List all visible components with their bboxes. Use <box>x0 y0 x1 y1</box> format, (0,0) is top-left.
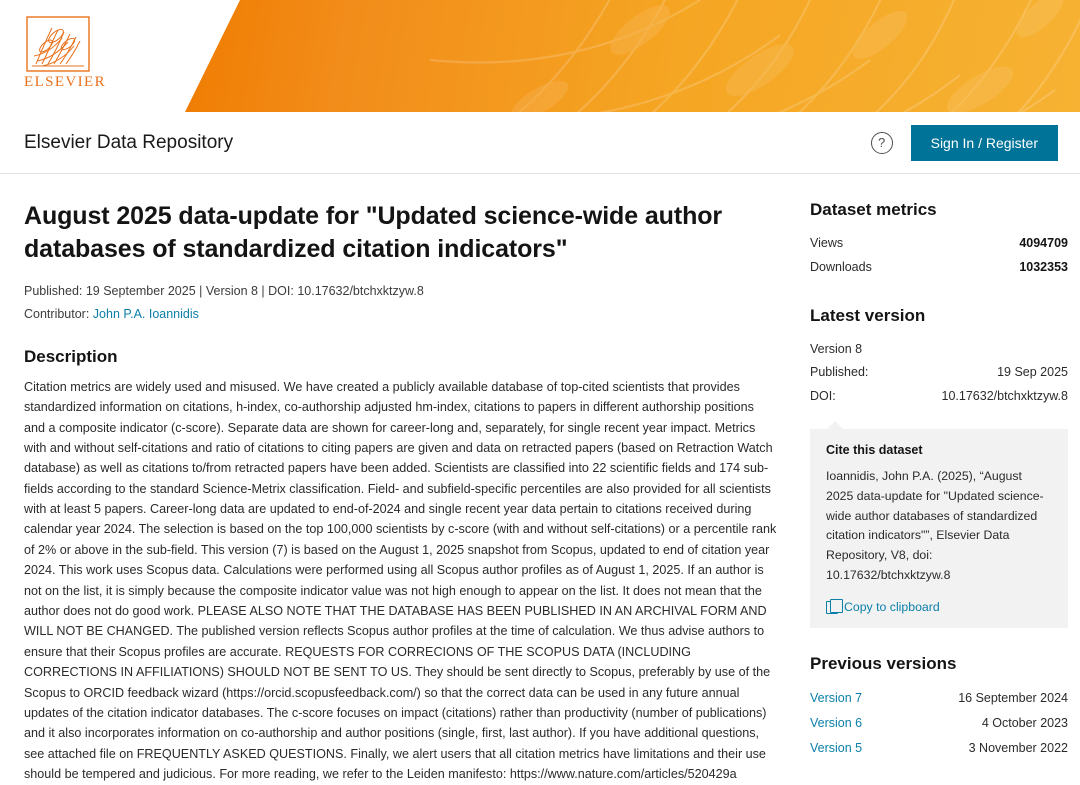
metric-label: Views <box>810 236 844 250</box>
version-link-5[interactable]: Version 5 <box>810 741 863 756</box>
publication-meta: Published: 19 September 2025 | Version 8 | DOI: 10.17632/btchxktzyw.8 <box>24 284 424 298</box>
previous-version-row <box>810 736 1068 761</box>
version-link-7[interactable]: Version 7 <box>810 691 863 706</box>
cite-dataset-box <box>810 429 1068 628</box>
main-column <box>24 174 778 785</box>
dataset-metrics-heading: Dataset metrics <box>810 200 937 219</box>
page-banner <box>0 0 1080 112</box>
elsevier-tree-icon <box>26 16 90 72</box>
metric-row-downloads <box>810 256 1068 280</box>
elsevier-logo[interactable] <box>24 16 152 96</box>
version-date: 16 September 2024 <box>958 691 1068 706</box>
citation-text: Ioannidis, John P.A. (2025), “August 2025 data-update for "Updated science-wide author databases of standardized citation indicators"”, Elsevier Data Repository, V8, doi: 10.17632/btchxktzyw.8 <box>826 468 1044 583</box>
description-text: Citation metrics are widely used and misused. We have created a publicly available database of top-cited scientists that provides standardized information on citations, h-index, co-authorship adjusted hm-index, citations to papers in different authorship positions and a composite indicator (c-score). Separate data are shown for career-long and, separately, for single recent year impact. Metrics with and without self-citations and ratio of citations to citing papers are given and data on retracted papers (based on Retraction Watch database) as well as citations to/from retracted papers have been added. Scientists are classified into 22 scientific fields and 174 sub-fields according to the standard Science-Metrix classification. Field- and subfield-specific percentiles are also provided for all scientists with at least 5 papers. Career-long data are updated to end-of-2024 and single recent year data pertain to citations received during calendar year 2024. The selection is based on the top 100,000 scientists by c-score (with and without self-citations) or a percentile rank of 2% or above in the sub-field. This version (7) is based on the August 1, 2025 snapshot from Scopus, updated to end of citation year 2024. This work uses Scopus data. Calculations were performed using all Scopus author profiles as of August 1, 2025. If an author is not on the list, it is simply because the composite indicator value was not high enough to appear on the list. It does not mean that the author does not do good work. PLEASE ALSO NOTE THAT THE DATABASE HAS BEEN PUBLISHED IN AN ARCHIVAL FORM AND WILL NOT BE CHANGED. The published version reflects Scopus author profiles at the time of calculation. We thus advise authors to ensure that their Scopus profiles are accurate. REQUESTS FOR CORRECIONS OF THE SCOPUS DATA (INCLUDING CORRECTIONS IN AFFILIATIONS) SHOULD NOT BE SENT TO US. They should be sent directly to Scopus, preferably by use of the Scopus to ORCID feedback wizard (https://orcid.scopusfeedback.com/) so that the correct data can be used in any future annual updates of the citation indicator databases. The c-score focuses on impact (citations) rather than productivity (number of publications) and it also incorporates information on co-authorship and author positions (single, first, last author). If you have additional questions, see attached file on FREQUENTLY ASKED QUESTIONS. Finally, we alert users that all citation metrics have limitations and their use should be tempered and judicious. For more reading, we refer to the Leiden manifesto: https://www.nature.com/articles/520429a <box>24 379 777 782</box>
leaf-decoration-icon <box>340 0 1080 112</box>
metric-value: 1032353 <box>1019 259 1068 274</box>
contributor-row <box>24 305 778 324</box>
site-title[interactable]: Elsevier Data Repository <box>24 131 234 153</box>
cite-dataset-title: Cite this dataset <box>826 442 923 457</box>
metric-value: 4094709 <box>1019 236 1068 250</box>
latest-value: 10.17632/btchxktzyw.8 <box>941 389 1068 403</box>
site-header <box>0 112 1080 174</box>
page-body <box>0 174 1080 785</box>
latest-label: DOI: <box>810 389 836 403</box>
copy-icon <box>826 601 838 614</box>
metric-label: Downloads <box>810 259 872 274</box>
version-date: 3 November 2022 <box>968 741 1068 756</box>
banner-orange-panel <box>185 0 1080 112</box>
page-title: August 2025 data-update for "Updated science-wide author databases of standardized citation indicators" <box>24 202 723 263</box>
previous-versions-heading: Previous versions <box>810 654 957 674</box>
copy-to-clipboard-label: Copy to clipboard <box>844 600 940 615</box>
header-actions <box>871 125 1058 161</box>
latest-version-heading: Latest version <box>810 305 926 325</box>
sidebar <box>810 174 1068 785</box>
description-heading: Description <box>24 346 118 366</box>
latest-label: Published: <box>810 365 869 380</box>
version-link-6[interactable]: Version 6 <box>810 716 863 731</box>
latest-doi-row <box>810 385 1068 409</box>
metric-row-views <box>810 232 1068 256</box>
help-icon[interactable]: ? <box>871 132 893 154</box>
version-date: 4 October 2023 <box>981 716 1068 731</box>
latest-value: 19 Sep 2025 <box>997 365 1068 380</box>
latest-published-row <box>810 361 1068 385</box>
latest-label: Version 8 <box>810 341 863 356</box>
elsevier-wordmark: ELSEVIER <box>24 74 107 90</box>
latest-version-number <box>810 338 1068 362</box>
sign-in-register-button[interactable]: Sign In / Register <box>911 125 1058 161</box>
contributor-label: Contributor: <box>24 307 90 322</box>
contributor-link[interactable]: John P.A. Ioannidis <box>92 307 199 322</box>
previous-version-row <box>810 711 1068 736</box>
copy-to-clipboard-button[interactable] <box>826 600 1052 614</box>
